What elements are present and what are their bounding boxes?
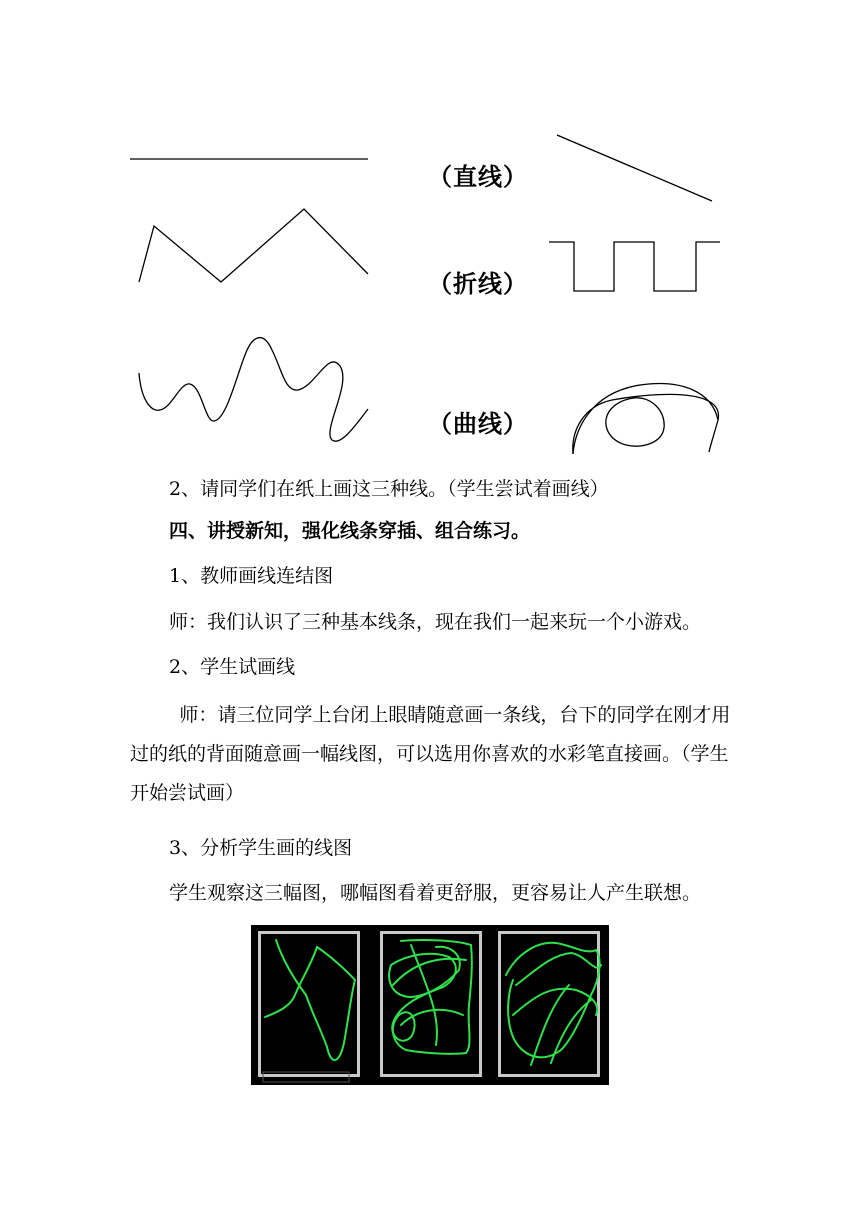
paragraph-teacher-instruction: 师：请三位同学上台闭上眼睛随意画一条线，台下的同学在刚才用过的纸的背面随意画一幅线图，可以选用你喜欢的水彩笔直接画。（学生开始尝试画） [130,704,731,804]
section-heading: 四、讲授新知，强化线条穿插、组合练习。 [169,520,531,542]
curve-wavy [139,338,368,442]
paragraph-observe: 学生观察这三幅图，哪幅图看着更舒服，更容易让人产生联想。 [169,882,702,904]
paragraph-teacher-diagram: 1、教师画线连结图 [169,565,334,587]
label-polyline: （折线） [428,270,528,298]
label-curve: （曲线） [428,410,528,438]
straight-line-diagonal [557,135,712,201]
curve-circle [606,398,664,446]
polyline-zigzag [139,209,368,282]
paragraph-student-try: 2、学生试画线 [169,656,296,678]
drawing-1-stroke [265,940,355,1060]
drawing-2-stroke [389,940,472,1054]
curve-loop-inner [573,384,718,454]
student-drawings-strokes [251,925,609,1085]
paragraph-teacher-game: 师：我们认识了三种基本线条，现在我们一起来玩一个小游戏。 [169,611,702,633]
paragraph-draw-three-lines: 2、请同学们在纸上画这三种线。（学生尝试着画线） [169,478,609,500]
polyline-square-wave [549,242,720,291]
line-illustrations [0,0,860,470]
paragraph-analyze: 3、分析学生画的线图 [169,837,353,859]
label-straight-line: （直线） [428,163,528,191]
drawing-3-stroke [506,943,601,1065]
photo-caption-box [263,1072,349,1082]
